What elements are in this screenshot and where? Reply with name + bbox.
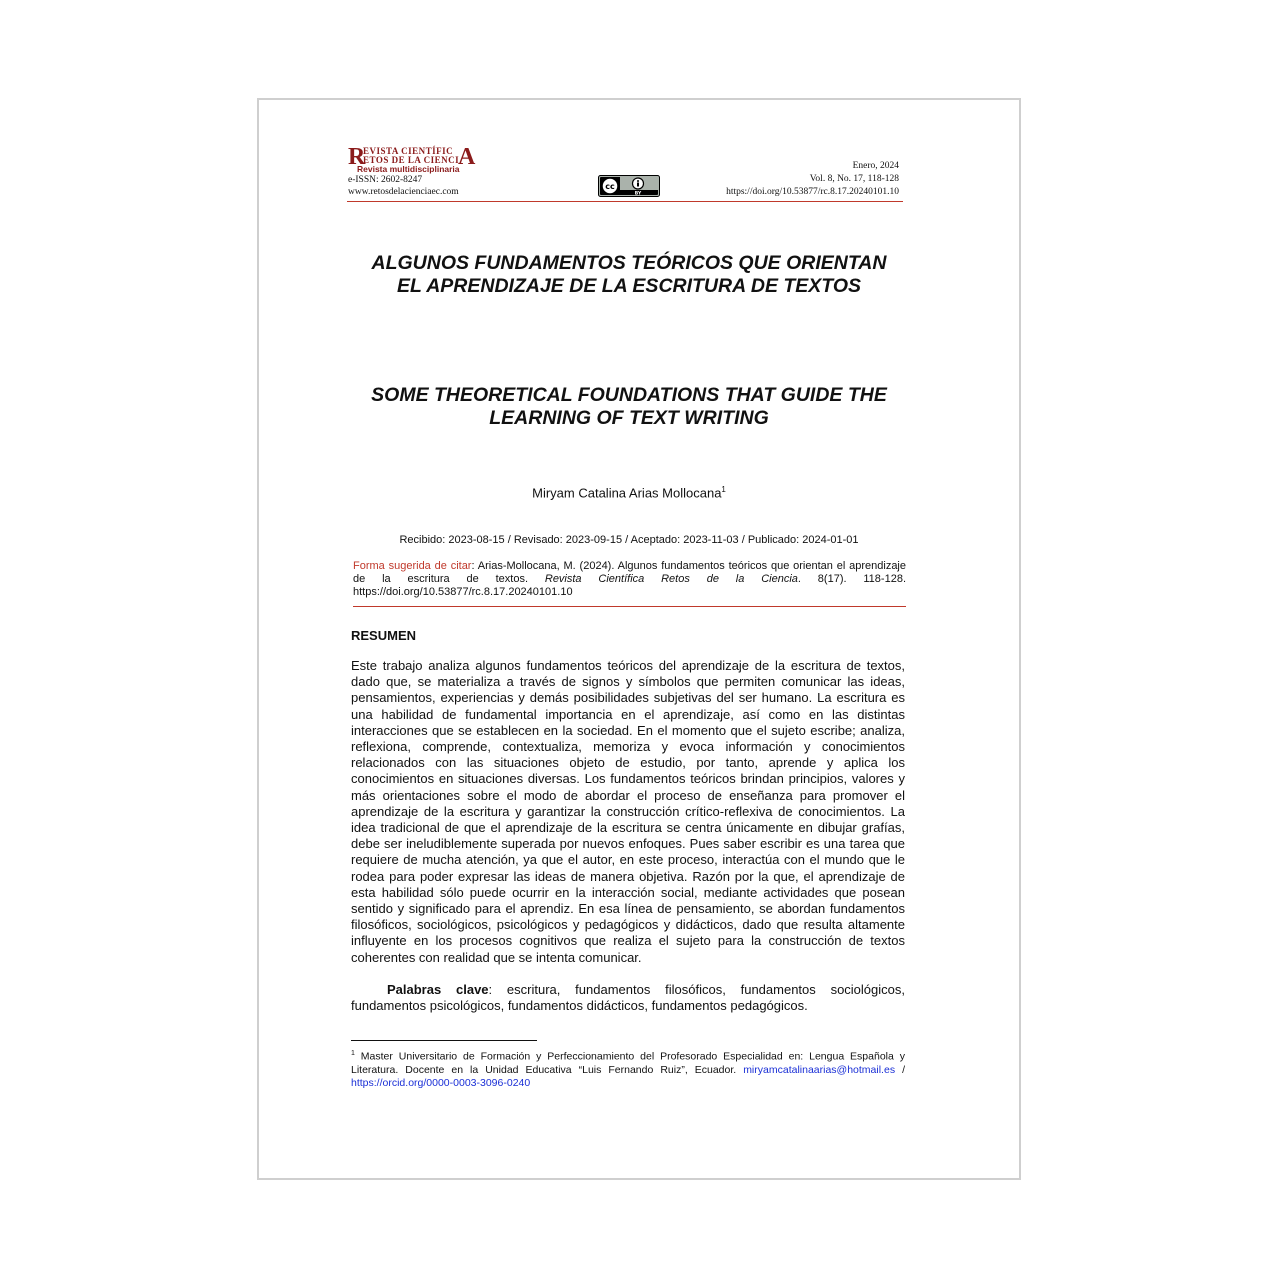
abstract-heading: RESUMEN	[351, 628, 417, 643]
footnote-divider	[351, 1040, 537, 1041]
cc-by-icon	[598, 175, 660, 197]
svg-text:cc: cc	[605, 182, 615, 191]
svg-text:R: R	[348, 144, 366, 170]
issue-volume: Vol. 8, No. 17, 118-128	[809, 174, 899, 184]
footnote: $^1$ Master Universitario de Formación y Perfeccionamiento del Profesorado Especialidad en: Lengua Española y Literatura. Docente en la Unidad Educativa “Luis Fernando Ruiz”, Ecuador. miryamcatalinaarias@hotmail.es / https://orcid.org/0000-0003-3096-0240	[351, 1050, 905, 1089]
title-spanish: ALGUNOS FUNDAMENTOS TEÓRICOS QUE ORIENTAN EL APRENDIZAJE DE LA ESCRITURA DE TEXTOS	[371, 252, 887, 297]
citation-journal: Revista Científica Retos de la Ciencia	[544, 573, 798, 585]
svg-text:ETOS DE LA CIENCI: ETOS DE LA CIENCI	[363, 155, 460, 165]
svg-text:BY: BY	[634, 191, 642, 197]
logo-subtitle: Revista multidisciplinaria	[357, 164, 460, 174]
journal-website[interactable]: www.retosdelacienciaec.com	[348, 187, 459, 197]
author-name: Miryam Catalina Arias Mollocana$^1$	[532, 485, 726, 501]
issue-date: Enero, 2024	[852, 161, 899, 171]
author-email-link[interactable]: miryamcatalinaarias@hotmail.es	[743, 1063, 896, 1076]
svg-text:EVISTA CIENTÍFIC: EVISTA CIENTÍFIC	[363, 146, 454, 156]
submission-dates: Recibido: 2023-08-15 / Revisado: 2023-09-15 / Aceptado: 2023-11-03 / Publicado: 2024-01-01	[399, 534, 859, 546]
keywords: Palabras clave: escritura, fundamentos filosóficos, fundamentos sociológicos, fundamentos psicológicos, fundamentos didácticos, fundamentos pedagógicos.	[351, 982, 905, 1014]
header-divider	[347, 201, 903, 202]
issue-info	[726, 160, 899, 199]
keywords-label: Palabras clave	[387, 982, 489, 997]
title-english: SOME THEORETICAL FOUNDATIONS THAT GUIDE THE LEARNING OF TEXT WRITING	[371, 384, 887, 429]
author-footnote-ref[interactable]: 1	[721, 485, 726, 494]
citation-block: Forma sugerida de citar: Arias-Mollocana, M. (2024). Algunos fundamentos teóricos que orientan el aprendizaje de la escritura de textos. Revista Científica Retos de la Ciencia. 8(17). 118-128. https://doi.org/10.53877/rc.8.17.20240101.10	[353, 560, 906, 598]
document-page	[257, 98, 1021, 1180]
citation-divider	[353, 606, 906, 607]
issn: e-ISSN: 2602-8247	[348, 175, 423, 185]
abstract-text: Este trabajo analiza algunos fundamentos teóricos del aprendizaje de la escritura de textos, dado que, se materializa a través de signos y símbolos que permiten comunicar las ideas, pensamientos, experiencias y demás posibilidades subjetivas del ser humano. La escritura es una habilidad de fundamental importancia en el aprendizaje, así como en las distintas interacciones que se establecen en la sociedad. En el momento que el sujeto escribe; analiza, reflexiona, comprende, contextualiza, memoriza y evoca información y conocimientos relacionados con las situaciones objeto de estudio, por tanto, aprende y aplica los conocimientos en situaciones diversas. Los fundamentos teóricos brindan principios, valores y más orientaciones sobre el modo de abordar el proceso de enseñanza para promover el aprendizaje de la escritura y garantizar la construcción crítico-reflexiva de conocimientos. La idea tradicional de que el aprendizaje de la escritura se centra únicamente en dibujar grafías, debe ser ineludiblemente superada por nuevos enfoques. Pues saber escribir es una tarea que requiere de mucha atención, ya que el autor, en este proceso, interactúa con el mundo que le rodea para poder expresar las ideas de manera objetiva. Razón por la que, el aprendizaje de esta habilidad sólo puede ocurrir en la interacción social, mediante actividades que posean sentido y significado para el aprendiz. En esa línea de pensamiento, se abordan fundamentos filosóficos, sociológicos, psicológicos y pedagógicos y didácticos, dado que resulta altamente influyente en los procesos cognitivos que realiza el sujeto para la construcción de textos coherentes con realidad que se intenta comunicar.	[351, 658, 905, 965]
svg-text:A: A	[458, 144, 476, 170]
issue-doi[interactable]: https://doi.org/10.53877/rc.8.17.20240101.10	[726, 187, 899, 197]
citation-label: Forma sugerida de citar	[353, 560, 472, 572]
orcid-link[interactable]: https://orcid.org/0000-0003-3096-0240	[351, 1076, 531, 1089]
